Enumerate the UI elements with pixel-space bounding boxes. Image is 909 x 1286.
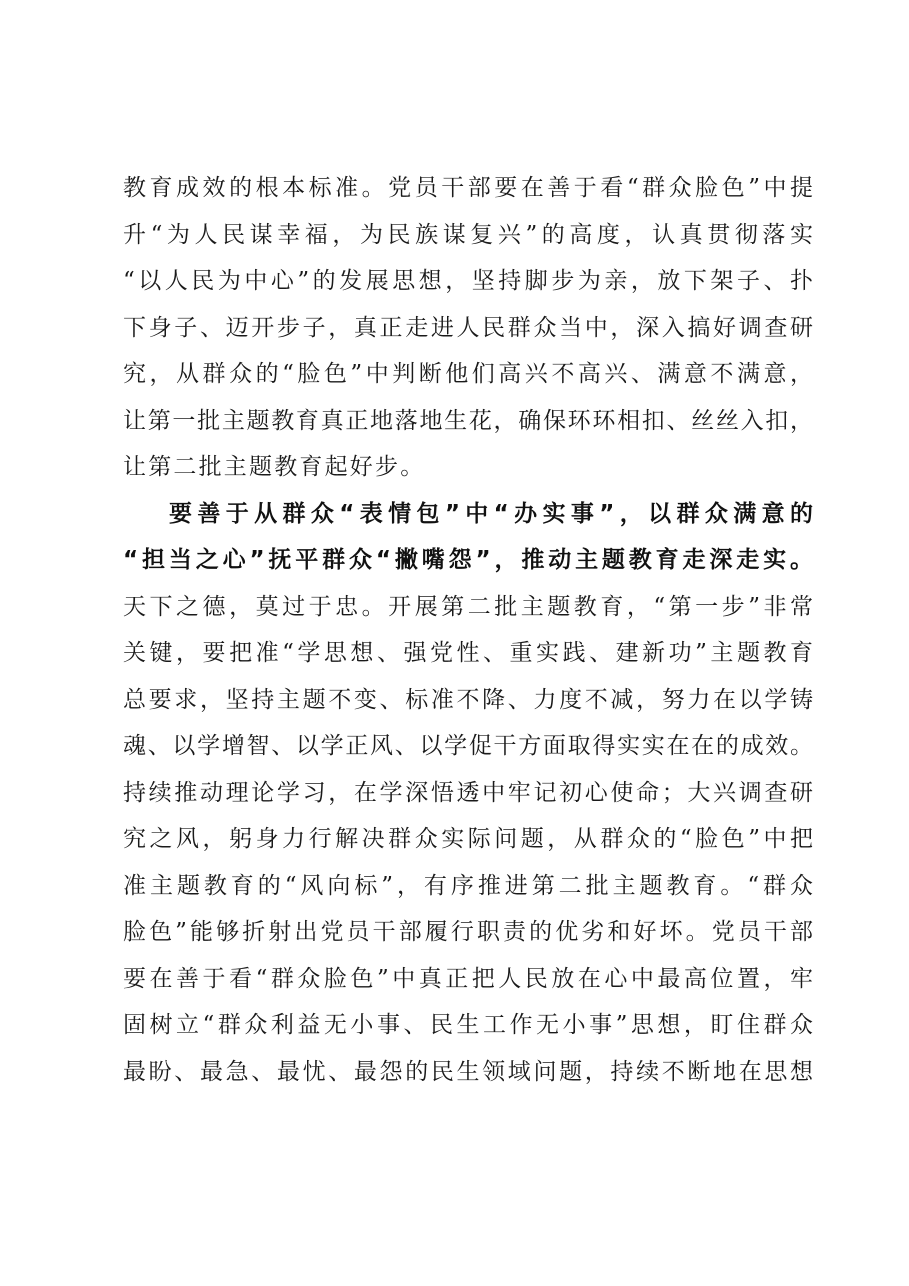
text-line: 持续推动理论学习，在学深悟透中牢记初心使命；大兴调查研: [123, 779, 813, 806]
text-line: 究之风，躬身力行解决群众实际问题，从群众的“脸色”中把: [123, 826, 813, 852]
bold-heading-line: “担当之心”抚平群众“撇嘴怨”，推动主题教育走深走实。: [123, 547, 813, 573]
text-line: 究，从群众的“脸色”中判断他们高兴不高兴、满意不满意，: [123, 361, 813, 387]
text-line: 魂、以学增智、以学正风、以学促干方面取得实实在在的成效。: [123, 733, 813, 759]
text-line: 总要求，坚持主题不变、标准不降、力度不减，努力在以学铸: [123, 686, 813, 713]
text-line: 升“为人民谋幸福，为民族谋复兴”的高度，认真贯彻落实: [123, 221, 813, 248]
body-text: [123, 165, 813, 1095]
bold-heading-line: 要善于从群众“表情包”中“办实事”，以群众满意的: [169, 500, 813, 527]
text-line: “以人民为中心”的发展思想，坚持脚步为亲，放下架子、扑: [123, 268, 813, 294]
text-line: 让第二批主题教育起好步。: [123, 454, 426, 480]
text-line: 教育成效的根本标准。党员干部要在善于看“群众脸色”中提: [123, 175, 813, 201]
text-line: 准主题教育的“风向标”，有序推进第二批主题教育。“群众: [123, 872, 813, 899]
text-line: 关键，要把准“学思想、强党性、重实践、建新功”主题教育: [123, 640, 813, 666]
text-line: 让第一批主题教育真正地落地生花，确保环环相扣、丝丝入扣，: [123, 407, 813, 434]
text-line: 固树立“群众利益无小事、民生工作无小事”思想，盯住群众: [123, 1012, 813, 1038]
text-line: 要在善于看“群众脸色”中真正把人民放在心中最高位置，牢: [123, 965, 813, 992]
text-line: 脸色”能够折射出党员干部履行职责的优劣和好坏。党员干部: [123, 919, 813, 945]
text-line: 下身子、迈开步子，真正走进人民群众当中，深入搞好调查研: [123, 314, 813, 341]
text-line: 最盼、最急、最忧、最怨的民生领域问题，持续不断地在思想: [123, 1058, 813, 1085]
text-line: 天下之德，莫过于忠。开展第二批主题教育，“第一步”非常: [123, 593, 813, 620]
